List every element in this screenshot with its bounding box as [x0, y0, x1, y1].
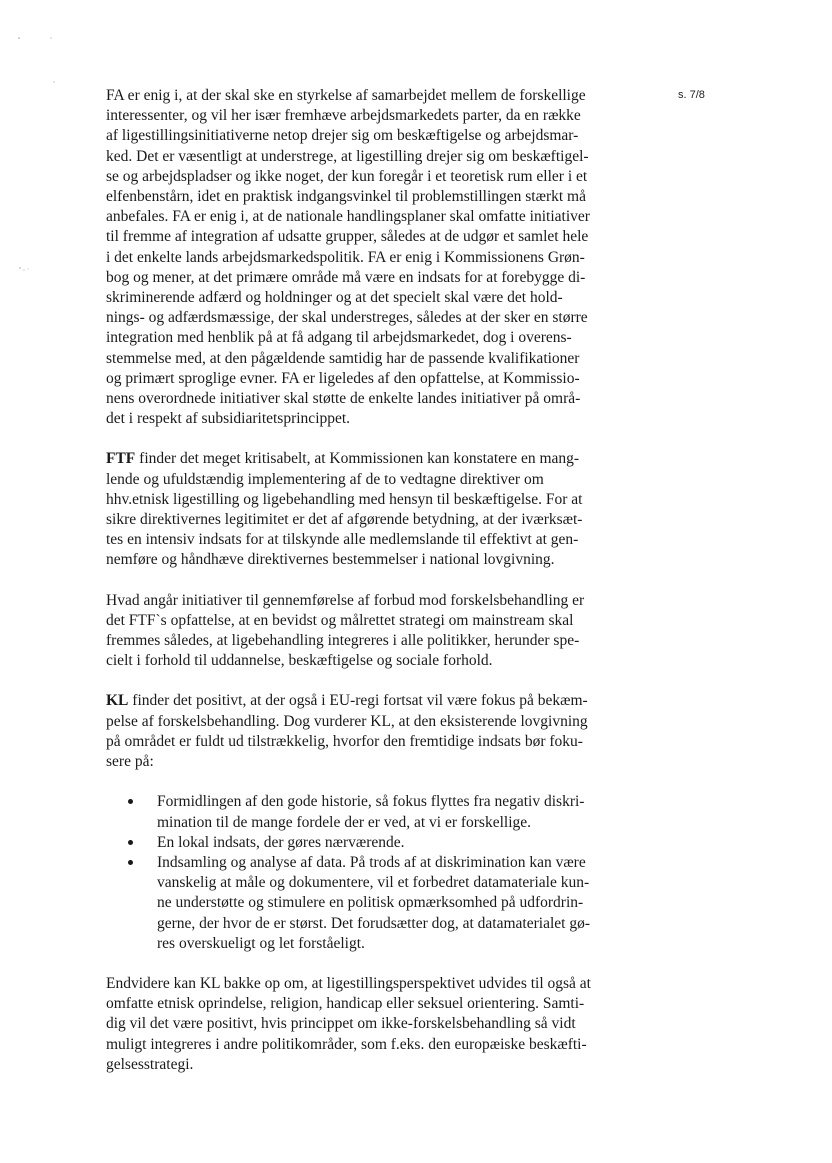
paragraph-endvidere: [106, 974, 636, 1075]
paragraph-fa: [106, 86, 636, 429]
text-line: sere på:: [106, 753, 154, 771]
list-item: [128, 853, 636, 954]
text-line: Indsamling og analyse af data. På trods af at diskrimination kan være: [157, 853, 586, 871]
text-line: lende og ufuldstændig implementering af de to vedtagne direktiver om: [106, 470, 544, 488]
text-line: FA er enig i, at der skal ske en styrkelse af samarbejdet mellem de forskellige: [106, 87, 586, 104]
text-line: skriminerende adfærd og holdninger og at det specielt skal være det hold-: [106, 289, 563, 307]
bullet-icon: [128, 840, 133, 845]
text-line: anbefales. FA er enig i, at de nationale handlingsplaner skal omfatte initiativer: [106, 208, 590, 226]
list-item: [128, 792, 636, 832]
paragraph-ftf: [106, 449, 636, 570]
text-line: hhv.etnisk ligestilling og ligebehandling med hensyn til beskæftigelse. For at: [106, 490, 583, 508]
bullet-list: [106, 792, 636, 954]
text-line: bog og mener, at det primære område må være en indsats for at forebygge di-: [106, 268, 586, 286]
page-number: s. 7/8: [678, 89, 705, 101]
text-line: i det enkelte lands arbejdsmarkedspolitik. FA er enig i Kommissionens Grøn-: [106, 248, 585, 266]
text-line: elfenbenstårn, idet en praktisk indgangsvinkel til problemstillingen stærkt må: [106, 188, 586, 206]
text-line: nemføre og håndhæve direktivernes bestemmelser i national lovgivning.: [106, 551, 555, 569]
list-item: [128, 833, 636, 853]
text-line: cielt i forhold til uddannelse, beskæftigelse og sociale forhold.: [106, 652, 493, 670]
text-line: Hvad angår initiativer til gennemførelse af forbud mod forskelsbehandling er: [106, 591, 585, 609]
paragraph-kl: [106, 691, 636, 772]
list-item-text: [157, 833, 636, 853]
text-line: vanskelig at måle og dokumentere, vil et forbedret datamateriale kun-: [157, 874, 590, 892]
bullet-icon: [128, 860, 133, 865]
text-line: og primært sproglige evner. FA er ligeledes af den opfattelse, at Kommissio-: [106, 369, 580, 387]
text-line: muligt integreres i andre politikområder, som f.eks. den europæiske beskæfti-: [106, 1035, 587, 1053]
text-line: nings- og adfærdsmæssige, der skal understreges, således at der sker en større: [106, 309, 588, 327]
text-line: på området er fuldt ud tilstrækkelig, hvorfor den fremtidige indsats bør foku-: [106, 732, 583, 750]
text-line: nens overordnede initiativer skal støtte de enkelte landes initiativer på områ-: [106, 390, 581, 408]
text-line: ne understøtte og stimulere en politisk opmærksomhed på udfordrin-: [157, 894, 584, 912]
paragraph-hvad: [106, 591, 636, 672]
list-item-text: [157, 792, 636, 832]
text-line: [106, 449, 636, 469]
text-line: mination til de mange fordele der er ved, at vi er forskellige.: [157, 813, 532, 831]
text-line: Formidlingen af den gode historie, så fokus flyttes fra negativ diskri-: [157, 793, 585, 811]
text-line: Endvidere kan KL bakke op om, at ligestillingsperspektivet udvides til også at: [106, 974, 591, 992]
text-line: gerne, der hvor de er størst. Det forudsætter dog, at datamaterialet gø-: [157, 914, 590, 932]
text-line: tes en intensiv indsats for at tilskynde alle medlemslande til effektivt at gen-: [106, 531, 579, 549]
bullet-icon: [128, 799, 133, 804]
text-line: til fremme af integration af udsatte grupper, således at de udgør et samlet hele: [106, 228, 589, 246]
text-line: sikre direktivernes legitimitet er det af afgørende betydning, at der iværksæt-: [106, 511, 583, 529]
text-line: gelsesstrategi.: [106, 1055, 194, 1073]
text-line: af ligestillingsinitiativerne netop drejer sig om beskæftigelse og arbejdsmar-: [106, 127, 579, 145]
org-name-ftf: FTF: [106, 450, 136, 468]
text-line: res overskueligt og let forståeligt.: [157, 934, 365, 952]
text-line: pelse af forskelsbehandling. Dog vurderer KL, at den eksisterende lovgivning: [106, 712, 588, 730]
text-line: omfatte etnisk oprindelse, religion, handicap eller seksuel orientering. Samti-: [106, 995, 585, 1013]
text-line: integration med henblik på at få adgang til arbejdsmarkedet, dog i overens-: [106, 329, 572, 347]
text-line: interessenter, og vil her især fremhæve arbejdsmarkedets parter, da en række: [106, 107, 581, 125]
text-line: det FTF`s opfattelse, at en bevidst og målrettet strategi om mainstream skal: [106, 611, 574, 629]
text-line: se og arbejdspladser og ikke noget, der kun foregår i et teoretisk rum eller i et: [106, 167, 588, 185]
text-fragment: finder det meget kritisabelt, at Kommissionen kan konstatere en mang-: [135, 450, 580, 468]
text-line: ked. Det er væsentligt at understrege, at ligestilling drejer sig om beskæftigel-: [106, 147, 589, 165]
text-line: det i respekt af subsidiaritetsprincippet.: [106, 410, 351, 428]
text-line: dig vil det være positivt, hvis princippet om ikke-forskelsbehandling så vidt: [106, 1015, 576, 1033]
org-name-kl: KL: [106, 692, 129, 710]
document-body: [106, 86, 636, 1075]
text-line: En lokal indsats, der gøres nærværende.: [157, 833, 405, 851]
text-line: fremmes således, at ligebehandling integreres i alle politikker, herunder spe-: [106, 632, 580, 650]
list-item-text: [157, 853, 636, 954]
text-fragment: finder det positivt, at der også i EU-regi fortsat vil være fokus på bekæm-: [128, 692, 588, 710]
text-line: stemmelse med, at den pågældende samtidig har de passende kvalifikationer: [106, 349, 580, 367]
text-line: [106, 691, 636, 711]
